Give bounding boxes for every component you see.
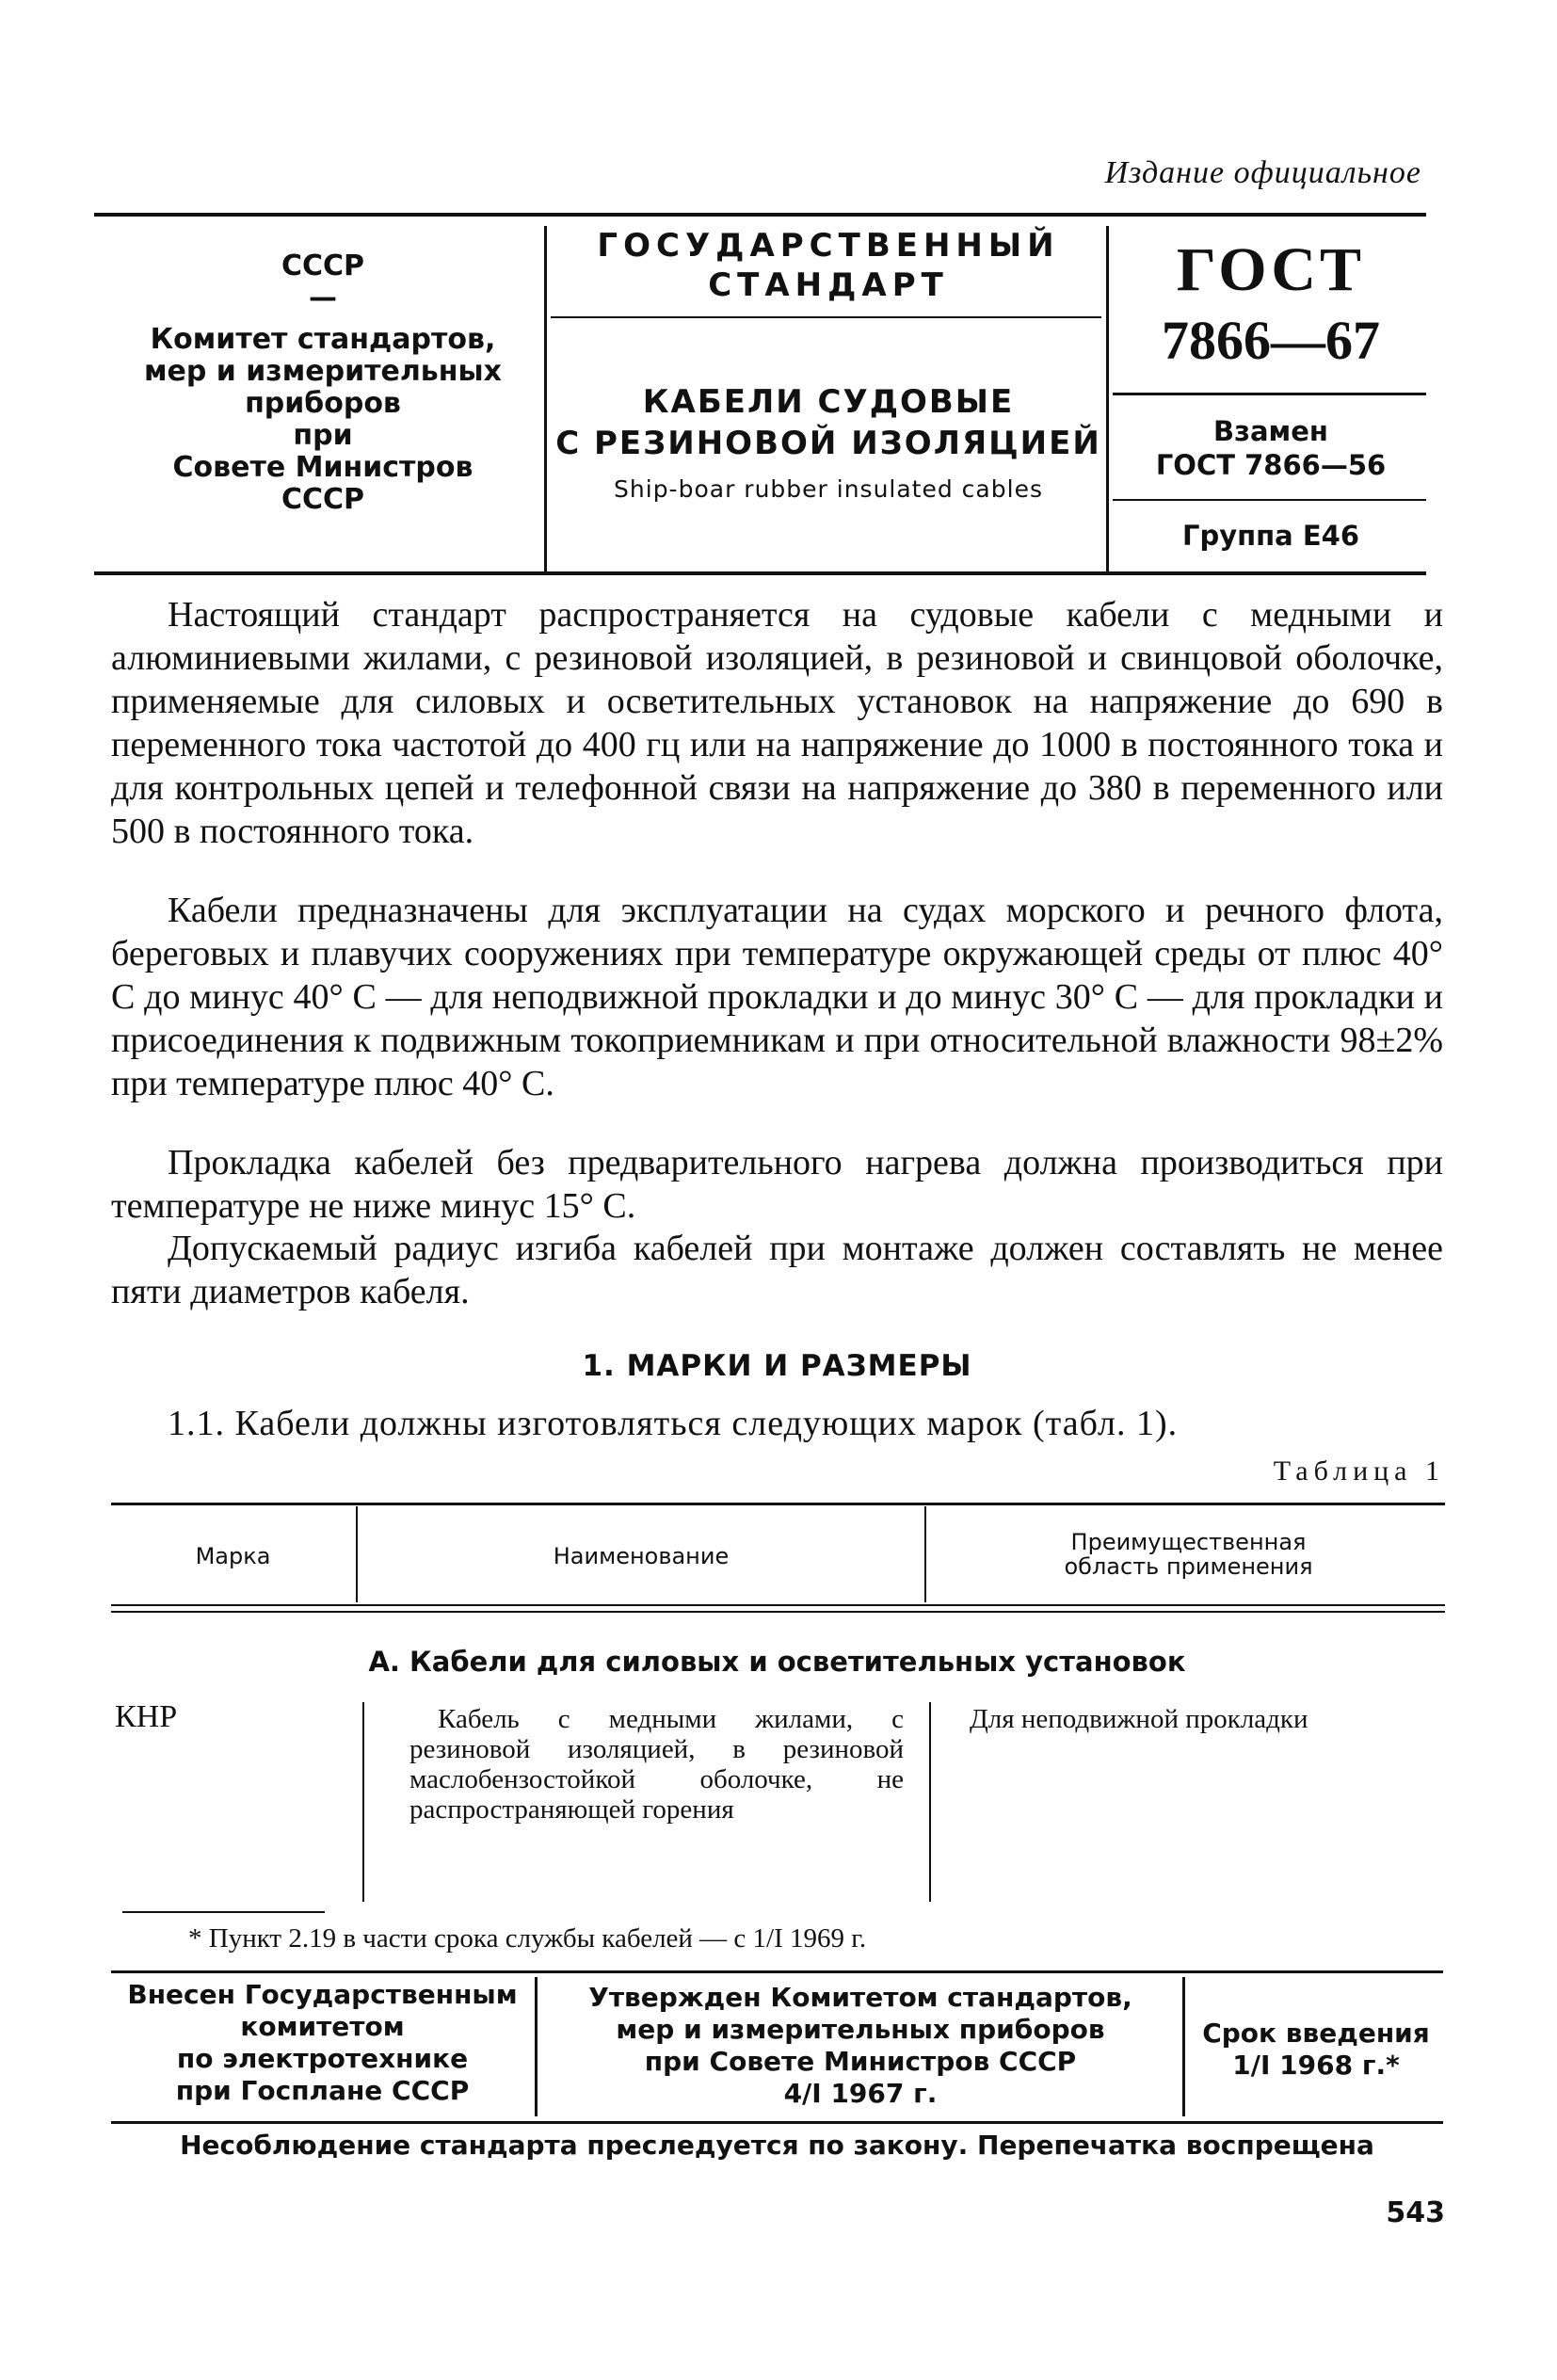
paragraph-scope: Настоящий стандарт распространяется на судовые кабели с медными и алюминиевыми жилами, с резиновой изоляцией, в резиновой и свинцовой оболочке, применяемые для силовых и осветительных установок на напряжение до 690 в переменного тока частотой до 400 гц или на напряжение до 1000 в постоянного тока и для контрольных цепей и телефонной связи на напряжение до 380 в переменного или 500 в постоянного тока.: [111, 595, 1443, 851]
standard-title: [551, 381, 1106, 464]
standard-type-line: ГОСУДАРСТВЕННЫЙ: [597, 227, 1060, 265]
header-top-rule: [94, 213, 1426, 217]
header-right-rule-2: [1113, 499, 1426, 501]
header-left-line: мер и измерительных: [144, 355, 502, 388]
approved-by: [541, 1982, 1180, 2110]
header-left-line: приборов: [245, 387, 401, 420]
table-cell-area: Для неподвижной прокладки: [970, 1704, 1308, 1734]
header-right-rule-1: [1113, 393, 1426, 395]
introduced-line: при Госплане СССР: [175, 2075, 470, 2106]
standard-title-line: КАБЕЛИ СУДОВЫЕ: [642, 383, 1015, 421]
approved-line: при Совете Министров СССР: [644, 2046, 1077, 2077]
header-divider-right: [1106, 226, 1109, 571]
table-subheading: А. Кабели для силовых и осветительных установок: [368, 1646, 1186, 1678]
legal-notice: Несоблюдение стандарта преследуется по закону. Перепечатка воспрещена: [180, 2130, 1374, 2161]
header-mid-rule: [551, 316, 1101, 318]
standard-type-line: СТАНДАРТ: [708, 266, 949, 304]
effective-line: Срок введения: [1202, 2018, 1430, 2049]
header-left-line: —: [309, 281, 337, 314]
footnote: * Пункт 2.19 в части срока службы кабелей — с 1/I 1969 г.: [188, 1923, 867, 1954]
footer-box-divider-1: [535, 1977, 538, 2116]
header-left-line: СССР: [281, 483, 365, 516]
column-header-name: Наименование: [553, 1543, 730, 1569]
replaces-standard: [1120, 414, 1421, 482]
standard-title-english: Ship-boar rubber insulated cables: [614, 475, 1043, 503]
issuing-committee: [111, 226, 535, 516]
header-left-line: Совете Министров: [172, 451, 474, 484]
classification-group: Группа Е46: [1181, 520, 1360, 552]
gost-number: 7866—67: [1162, 310, 1380, 371]
footer-box-top-rule: [111, 1970, 1443, 1973]
effective-line: 1/I 1968 г.*: [1232, 2050, 1400, 2081]
header-left-line: Комитет стандартов,: [150, 323, 496, 356]
clause-1-1: 1.1. Кабели должны изготовляться следующих марок (табл. 1).: [168, 1404, 1179, 1443]
paragraph-conditions: Кабели предназначены для эксплуатации на судах морского и речного флота, береговых и плавучих сооружениях при температуре окружающей среды от плюс 40° С до минус 40° С — для неподвижной прокладки и до минус 30° С — для прокладки и присоединения к подвижным токоприемникам и при относительной влажности 98±2% при температуре плюс 40° С.: [111, 891, 1443, 1103]
replaces-line: ГОСТ 7866—56: [1155, 449, 1387, 481]
table-cell-name: Кабель с медными жилами, с резиновой изоляцией, в резиновой маслобензостойкой оболочке, не распространяющей горения: [409, 1704, 904, 1825]
introduced-line: комитетом: [240, 2011, 405, 2042]
page-number: 543: [1386, 2196, 1445, 2229]
table-cell-mark: КНР: [115, 1699, 178, 1734]
introduced-by: [113, 1979, 532, 2107]
paragraph-laying: Прокладка кабелей без предварительного нагрева должна производиться при температуре не ниже минус 15° С.: [111, 1143, 1443, 1226]
gost-label: ГОСТ: [1176, 235, 1366, 304]
paragraph-bend-radius: Допускаемый радиус изгиба кабелей при монтаже должен составлять не менее пяти диаметров кабеля.: [111, 1229, 1443, 1311]
header-left-line: при: [293, 419, 353, 452]
table-top-rule: [111, 1503, 1445, 1505]
table-row-divider-1: [362, 1702, 364, 1902]
column-header-area: Преимущественная область применения: [1064, 1529, 1313, 1580]
introduced-line: Внесен Государственным: [127, 1979, 518, 2010]
edition-label: Издание официальное: [1104, 155, 1421, 190]
table-caption: Таблица 1: [1273, 1455, 1445, 1487]
table-header-divider-2: [924, 1506, 926, 1602]
effective-date: [1188, 2018, 1444, 2082]
table-header-divider-1: [356, 1506, 358, 1602]
table-header-rule-1: [111, 1604, 1445, 1606]
header-bottom-rule: [94, 571, 1426, 575]
approved-line: 4/I 1967 г.: [783, 2078, 938, 2109]
header-divider-left: [544, 226, 547, 571]
column-header-mark: Марка: [195, 1543, 271, 1569]
standard-title-line: С РЕЗИНОВОЙ ИЗОЛЯЦИЕЙ: [555, 425, 1101, 462]
approved-line: мер и измерительных приборов: [616, 2014, 1105, 2045]
footer-box-bottom-rule: [111, 2121, 1443, 2124]
header-left-line: СССР: [281, 249, 365, 282]
footer-box-divider-2: [1182, 1977, 1185, 2116]
standard-type: [551, 226, 1106, 305]
footnote-rule: [122, 1911, 325, 1913]
introduced-line: по электротехнике: [176, 2043, 469, 2074]
section-title: 1. МАРКИ И РАЗМЕРЫ: [582, 1349, 972, 1383]
table-header-rule-2: [111, 1611, 1445, 1613]
replaces-line: Взамен: [1213, 415, 1328, 447]
approved-line: Утвержден Комитетом стандартов,: [588, 1982, 1132, 2013]
table-row-divider-2: [929, 1702, 931, 1902]
